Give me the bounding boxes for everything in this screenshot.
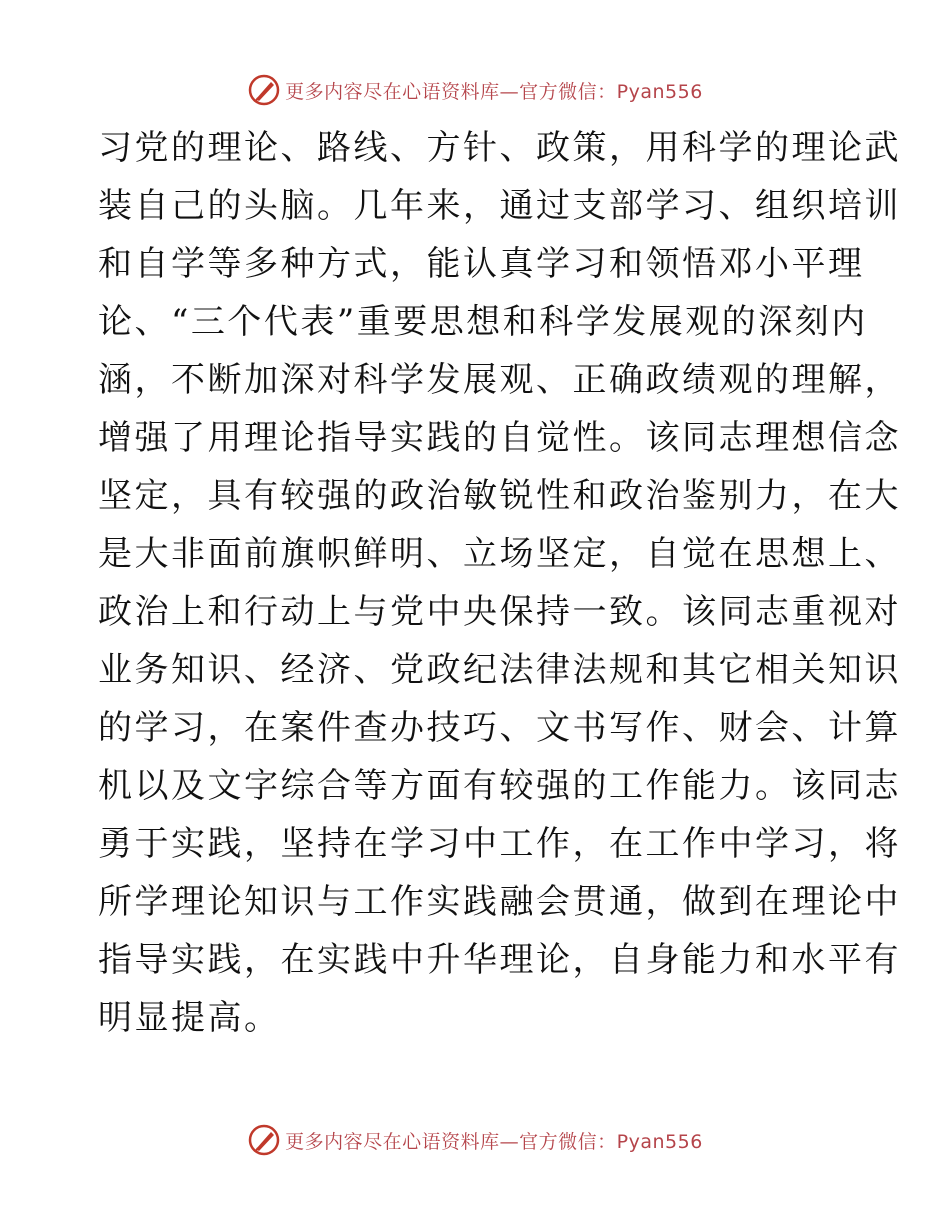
body-line: 和自学等多种方式，能认真学习和领悟邓小平理 [98,244,865,284]
header-wechat-id: Pyan556 [616,80,703,103]
body-line: 坚定，具有较强的政治敏锐性和政治鉴别力，在大 [98,476,901,516]
footer-banner-text [285,1127,703,1154]
body-line: 增强了用理论指导实践的自觉性。该同志理想信念 [98,418,901,458]
footer-banner [0,1120,950,1160]
body-line: 涵，不断加深对科学发展观、正确政绩观的理解， [98,360,901,400]
document-body [98,119,901,1047]
header-banner-label: 更多内容尽在心语资料库—官方微信： [285,80,617,103]
body-line: 机以及文字综合等方面有较强的工作能力。该同志 [98,766,901,806]
quill-logo-icon [247,1123,281,1157]
header-banner-text [285,77,703,104]
body-line: 指导实践，在实践中升华理论，自身能力和水平有 [98,940,901,980]
body-line: 是大非面前旗帜鲜明、立场坚定，自觉在思想上、 [98,534,901,574]
body-line: 装自己的头脑。几年来，通过支部学习、组织培训 [98,186,901,226]
footer-banner-label: 更多内容尽在心语资料库—官方微信： [285,1130,617,1153]
body-line: 的学习，在案件查办技巧、文书写作、财会、计算 [98,708,901,748]
body-line: 所学理论知识与工作实践融会贯通，做到在理论中 [98,882,901,922]
body-line: 勇于实践，坚持在学习中工作，在工作中学习，将 [98,824,901,864]
body-line: 政治上和行动上与党中央保持一致。该同志重视对 [98,592,901,632]
header-banner [0,70,950,110]
body-line: 论、“三个代表”重要思想和科学发展观的深刻内 [98,302,868,342]
body-line: 习党的理论、路线、方针、政策，用科学的理论武 [98,128,901,168]
body-line: 明显提高。 [98,998,281,1038]
quill-logo-icon [247,73,281,107]
footer-wechat-id: Pyan556 [616,1130,703,1153]
body-line: 业务知识、经济、党政纪法律法规和其它相关知识 [98,650,901,690]
